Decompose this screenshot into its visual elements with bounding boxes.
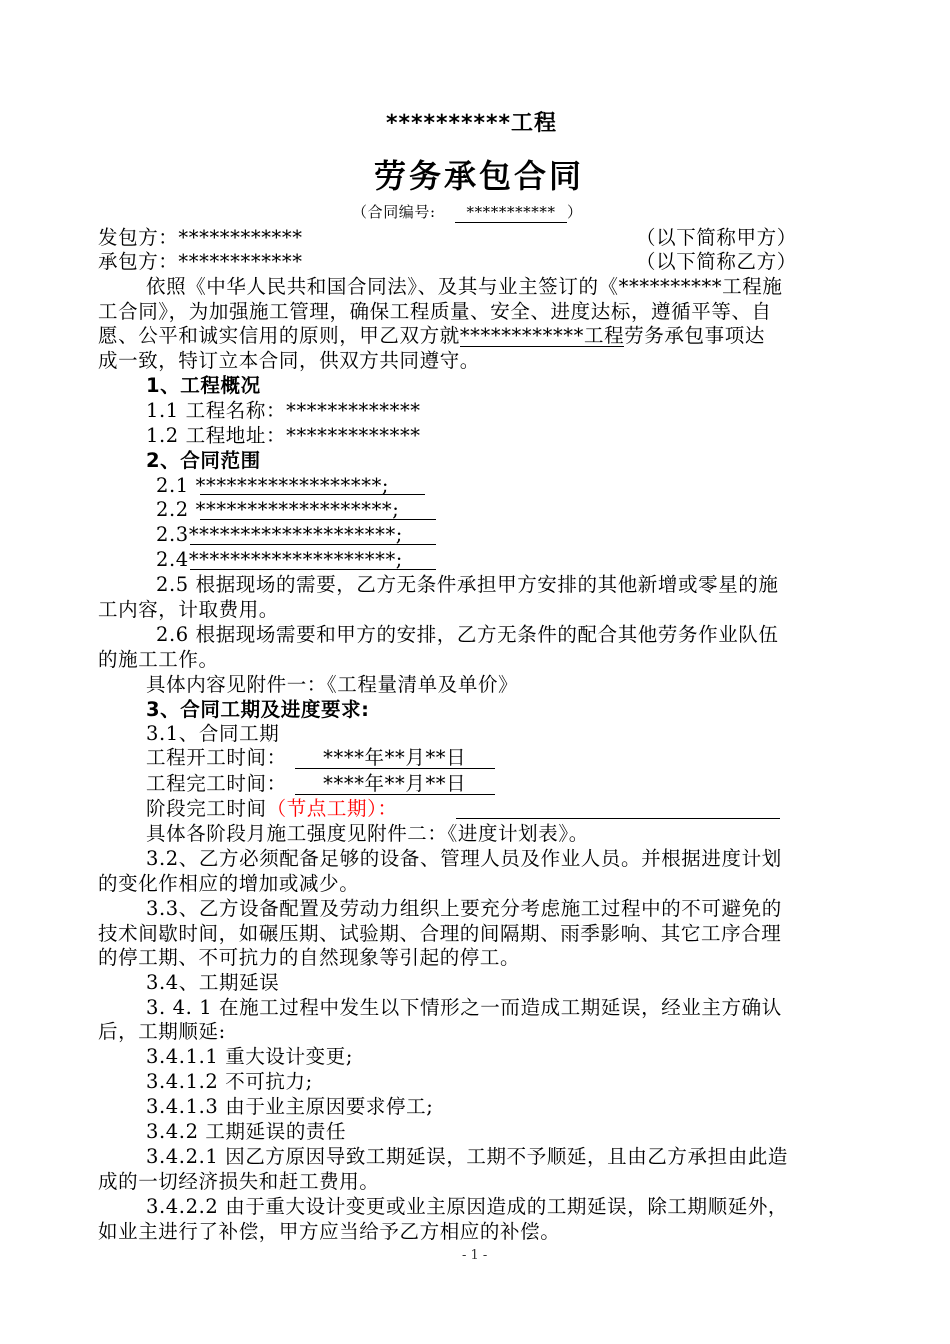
start-date [146, 746, 495, 770]
scope-item-1-number: 2.1 [156, 474, 196, 497]
contract-number-close: ） [567, 203, 583, 221]
clause-3-4-2-1-line-1: 3.4.2.1 因乙方原因导致工期延误，工期不予顺延，且由乙方承担由此造 [146, 1145, 789, 1168]
party-b-alias: （以下简称乙方） [636, 250, 797, 273]
intro-line-2: 工合同》，为加强施工管理，确保工程质量、安全、进度达标，遵循平等、自 [98, 300, 772, 323]
party-b-value: ************ [178, 250, 303, 273]
scope-item-5-line-1: 2.5 根据现场的需要，乙方无条件承担甲方安排的其他新增或零星的施 [156, 573, 779, 596]
clause-3-4-2-2-line-2: 如业主进行了补偿，甲方应当给予乙方相应的补偿。 [98, 1220, 561, 1243]
intro-line-4: 成一致，特订立本合同，供双方共同遵守。 [98, 349, 480, 372]
clause-3-3-line-3: 的停工期、不可抗力的自然现象等引起的停工。 [98, 946, 521, 969]
stage-date-blank [456, 818, 780, 819]
stage-detail: 具体各阶段月施工强度见附件二：《进度计划表》。 [146, 822, 589, 845]
scope-item-5-line-2: 工内容，计取费用。 [98, 598, 279, 621]
clause-3-3-line-2: 技术间歇时间，如碾压期、试验期、合理的间隔期、雨季影响、其它工序合理 [98, 922, 782, 945]
end-date [146, 772, 495, 796]
clause-3-2-line-2: 的变化作相应的增加或减少。 [98, 872, 360, 895]
stage-date-red-label: （节点工期）： [266, 797, 398, 820]
clause-3-4-1-1: 3.4.1.1 重大设计变更; [146, 1045, 353, 1068]
clause-3-4-1-line-1: 3. 4. 1 在施工过程中发生以下情形之一而造成工期延误，经业主方确认 [146, 996, 782, 1019]
section-3-heading: 3、合同工期及进度要求: [146, 698, 370, 721]
party-a [98, 226, 303, 250]
page-number: - 1 - [462, 1248, 488, 1263]
contract-period: 3.1、合同工期 [146, 722, 280, 745]
party-a-alias: （以下简称甲方） [636, 226, 797, 249]
clause-3-2-line-1: 3.2、乙方必须配备足够的设备、管理人员及作业人员。并根据进度计划 [146, 847, 782, 870]
start-date-value: ****年**月**日 [295, 748, 495, 769]
clause-3-4-1-2: 3.4.1.2 不可抗力; [146, 1070, 313, 1093]
section-2-heading: 2、合同范围 [146, 449, 261, 472]
intro-line-3 [98, 324, 765, 348]
clause-3-3-line-1: 3.3、乙方设备配置及劳动力组织上要充分考虑施工过程中的不可避免的 [146, 897, 782, 920]
section-1-heading: 1、工程概况 [146, 374, 261, 397]
scope-detail: 具体内容见附件一：《工程量清单及单价》 [146, 673, 519, 696]
scope-item-1-value: ******************; [195, 474, 390, 497]
project-name-underlined: ************工程 [459, 324, 625, 347]
party-b [98, 250, 303, 274]
start-date-label: 工程开工时间： [146, 746, 287, 769]
clause-3-4-2: 3.4.2 工期延误的责任 [146, 1120, 347, 1143]
scope-item-4-number: 2.4 [156, 548, 189, 571]
project-name: 1.1 工程名称：************* [146, 399, 421, 422]
party-b-label: 承包方： [98, 250, 179, 273]
clause-3-4-2-2-line-1: 3.4.2.2 由于重大设计变更或业主原因造成的工期延误，除工期顺延外， [146, 1195, 789, 1218]
scope-item-3-value: ********************; [188, 523, 403, 546]
contract-number-value: *********** [455, 202, 567, 223]
scope-item-2-number: 2.2 [156, 498, 196, 521]
scope-item-1-underline [200, 494, 425, 495]
party-a-label: 发包方： [98, 226, 179, 249]
contract-number [352, 200, 583, 224]
scope-item-4-underline [190, 569, 436, 570]
intro-line-3-pre: 愿、公平和诚实信用的原则，甲乙双方就 [98, 324, 460, 347]
scope-item-2-underline [200, 519, 436, 520]
intro-line-1: 依照《中华人民共和国合同法》、及其与业主签订的《**********工程施 [146, 275, 783, 298]
party-a-value: ************ [178, 226, 303, 249]
contract-number-label: （合同编号: [352, 203, 436, 221]
scope-item-3-underline [190, 544, 436, 545]
clause-3-4-1-3: 3.4.1.3 由于业主原因要求停工; [146, 1095, 434, 1118]
clause-3-4-1-line-2: 后，工期顺延: [98, 1020, 226, 1043]
end-date-value: ****年**月**日 [295, 774, 495, 795]
clause-3-4-2-1-line-2: 成的一切经济损失和赶工费用。 [98, 1170, 380, 1193]
project-address: 1.2 工程地址：************* [146, 424, 421, 447]
scope-item-6-line-2: 的施工工作。 [98, 648, 219, 671]
clause-3-4: 3.4、工期延误 [146, 971, 280, 994]
intro-line-3-post: 劳务承包事项达 [624, 324, 765, 347]
project-title: **********工程 [386, 111, 558, 136]
stage-date-label: 阶段完工时间 [146, 797, 267, 820]
scope-item-6-line-1: 2.6 根据现场需要和甲方的安排，乙方无条件的配合其他劳务作业队伍 [156, 623, 779, 646]
scope-item-3-number: 2.3 [156, 523, 189, 546]
contract-title: 劳务承包合同 [374, 157, 585, 195]
stage-date [146, 797, 398, 821]
scope-item-2-value: *******************; [195, 498, 400, 521]
scope-item-4-value: ********************; [188, 548, 403, 571]
end-date-label: 工程完工时间： [146, 772, 287, 795]
